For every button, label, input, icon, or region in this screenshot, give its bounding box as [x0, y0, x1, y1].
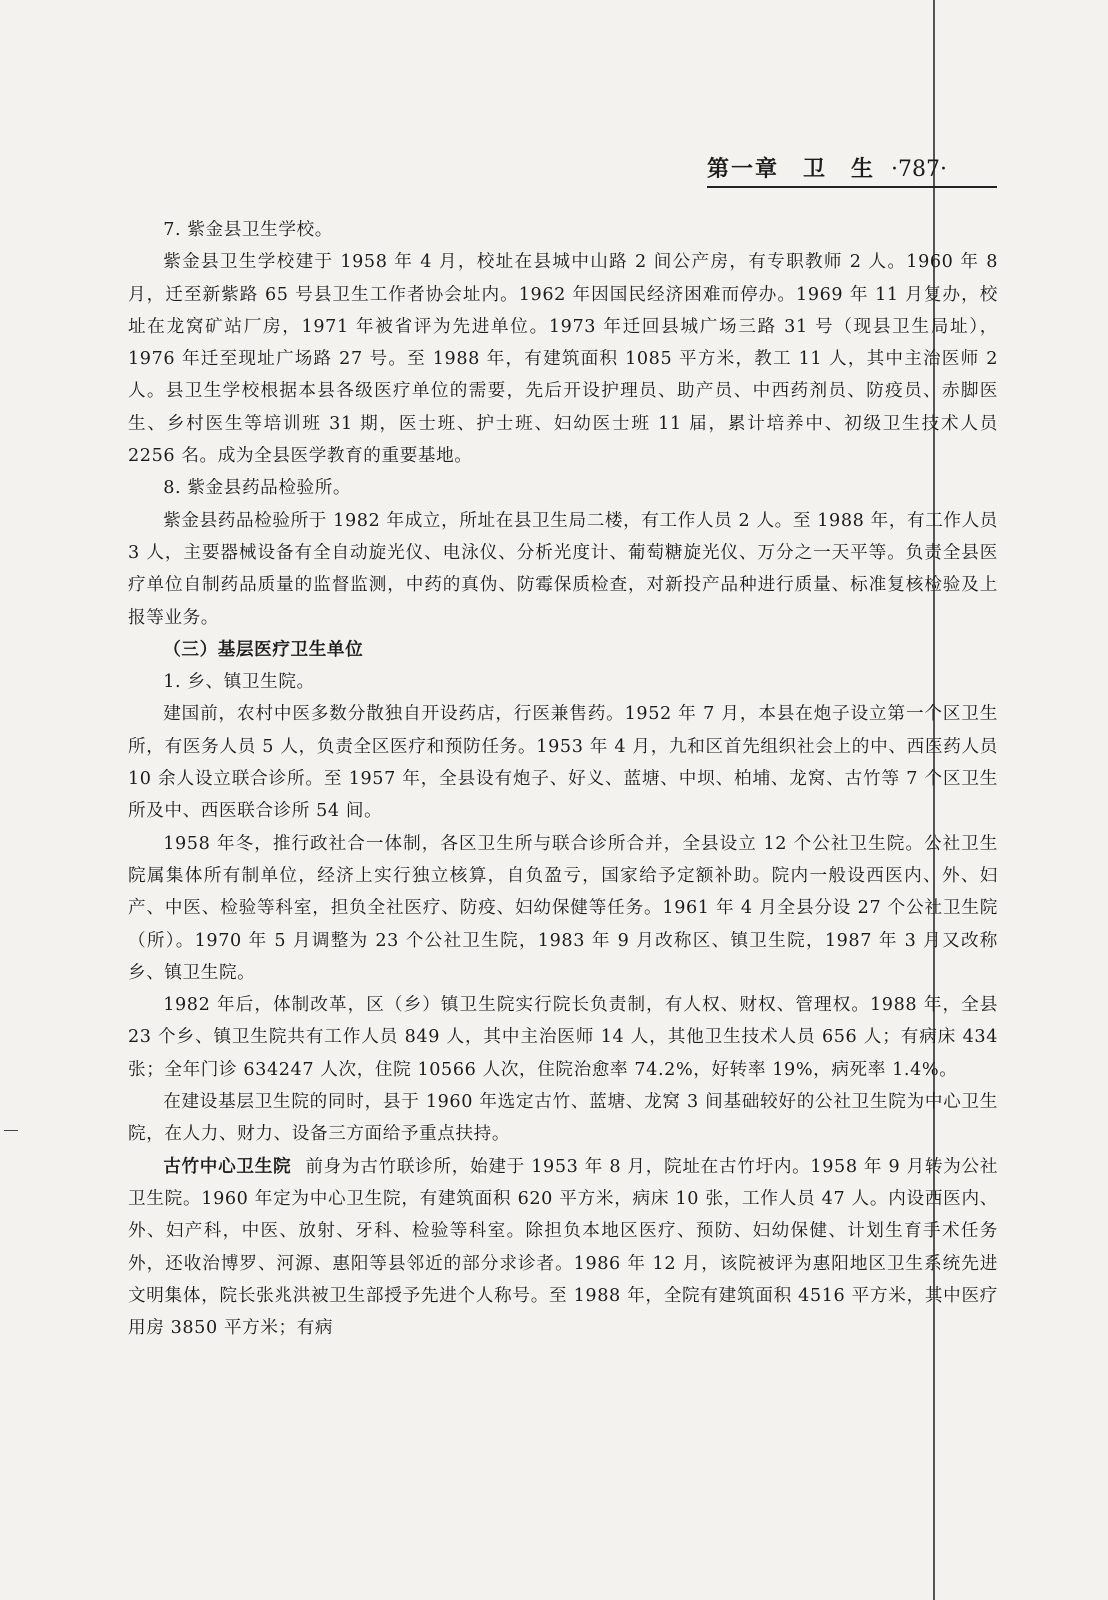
- header-rule: [707, 186, 997, 188]
- paragraph: 1982 年后，体制改革，区（乡）镇卫生院实行院长负责制，有人权、财权、管理权。1988 年，全县 23 个乡、镇卫生院共有工作人员 849 人，其中主治医师 14 人，其他卫生技术人员 656 人；有病床 434 张；全年门诊 634247 人次，住院 10566 人次，住院治愈率 74.2%，好转率 19%，病死率 1.4%。: [128, 995, 998, 1080]
- running-header: [707, 152, 997, 186]
- item-heading: 8. 紫金县药品检验所。: [163, 478, 352, 499]
- paragraph: 紫金县卫生学校建于 1958 年 4 月，校址在县城中山路 2 间公产房，有专职教师 2 人。1960 年 8 月，迁至新紫路 65 号县卫生工作者协会址内。1962 年因国民经济困难而停办。1969 年 11 月复办，校址在龙窝矿站厂房，1971 年被省评为先进单位。1973 年迁回县城广场三路 31 号（现县卫生局址），1976 年迁至现址广场路 27 号。至 1988 年，有建筑面积 1085 平方米，教工 11 人，其中主治医师 2 人。县卫生学校根据本县各级医疗单位的需要，先后开设护理员、助产员、中西药剂员、防疫员、赤脚医生、乡村医生等培训班 31 期，医士班、护士班、妇幼医士班 11 届，累计培养中、初级卫生技术人员 2256 名。成为全县医学教育的重要基地。: [128, 252, 998, 467]
- margin-mark: [4, 1130, 18, 1131]
- paragraph: 1958 年冬，推行政社合一体制，各区卫生所与联合诊所合并，全县设立 12 个公社卫生院。公社卫生院属集体所有制单位，经济上实行独立核算，自负盈亏，国家给予定额补助。院内一般设西医内、外、妇产、中医、检验等科室，担负全社医疗、防疫、妇幼保健等任务。1961 年 4 月全县分设 27 个公社卫生院（所）。1970 年 5 月调整为 23 个公社卫生院，1983 年 9 月改称区、镇卫生院，1987 年 3 月又改称乡、镇卫生院。: [128, 833, 998, 983]
- paragraph-with-lead: [128, 1151, 998, 1345]
- section-heading: （三）基层医疗卫生单位: [163, 638, 364, 660]
- paragraph: 紫金县药品检验所于 1982 年成立，所址在县卫生局二楼，有工作人员 2 人。至 1988 年，有工作人员 3 人，主要器械设备有全自动旋光仪、电泳仪、分析光度计、葡萄糖旋光仪、万分之一天平等。负责全县医疗单位自制药品质量的监督监测，中药的真伪、防霉保质检查，对新投产品种进行质量、标准复核检验及上报等业务。: [128, 510, 998, 628]
- body-text: [128, 214, 998, 1344]
- item-heading: 1. 乡、镇卫生院。: [163, 672, 315, 693]
- chapter-title: 第一章 卫 生: [707, 157, 876, 182]
- paragraph: 建国前，农村中医多数分散独自开设药店，行医兼售药。1952 年 7 月，本县在炮子设立第一个区卫生所，有医务人员 5 人，负责全区医疗和预防任务。1953 年 4 月，九和区首先组织社会上的中、西医药人员 10 余人设立联合诊所。至 1957 年，全县设有炮子、好义、蓝塘、中坝、柏埔、龙窝、古竹等 7 个区卫生所及中、西医联合诊所 54 间。: [128, 704, 998, 822]
- paragraph: 在建设基层卫生院的同时，县于 1960 年选定古竹、蓝塘、龙窝 3 间基础较好的公社卫生院为中心卫生院，在人力、财力、设备三方面给予重点扶持。: [128, 1092, 998, 1145]
- lead-paragraph-text: 前身为古竹联诊所，始建于 1953 年 8 月，院址在古竹圩内。1958 年 9 月转为公社卫生院。1960 年定为中心卫生院，有建筑面积 620 平方米，病床 10 张，工作人员 47 人。内设西医内、外、妇产科，中医、放射、牙科、检验等科室。除担负本地区医疗、预防、妇幼保健、计划生育手术任务外，还收治博罗、河源、惠阳等县邻近的部分求诊者。1986 年 12 月，该院被评为惠阳地区卫生系统先进文明集体，院长张兆洪被卫生部授予先进个人称号。至 1988 年，全院有建筑面积 4516 平方米，其中医疗用房 3850 平方米；有病: [128, 1156, 999, 1339]
- page-number: ·787·: [891, 157, 947, 182]
- lead-term: 古竹中心卫生院: [163, 1156, 292, 1177]
- item-heading: 7. 紫金县卫生学校。: [163, 220, 333, 240]
